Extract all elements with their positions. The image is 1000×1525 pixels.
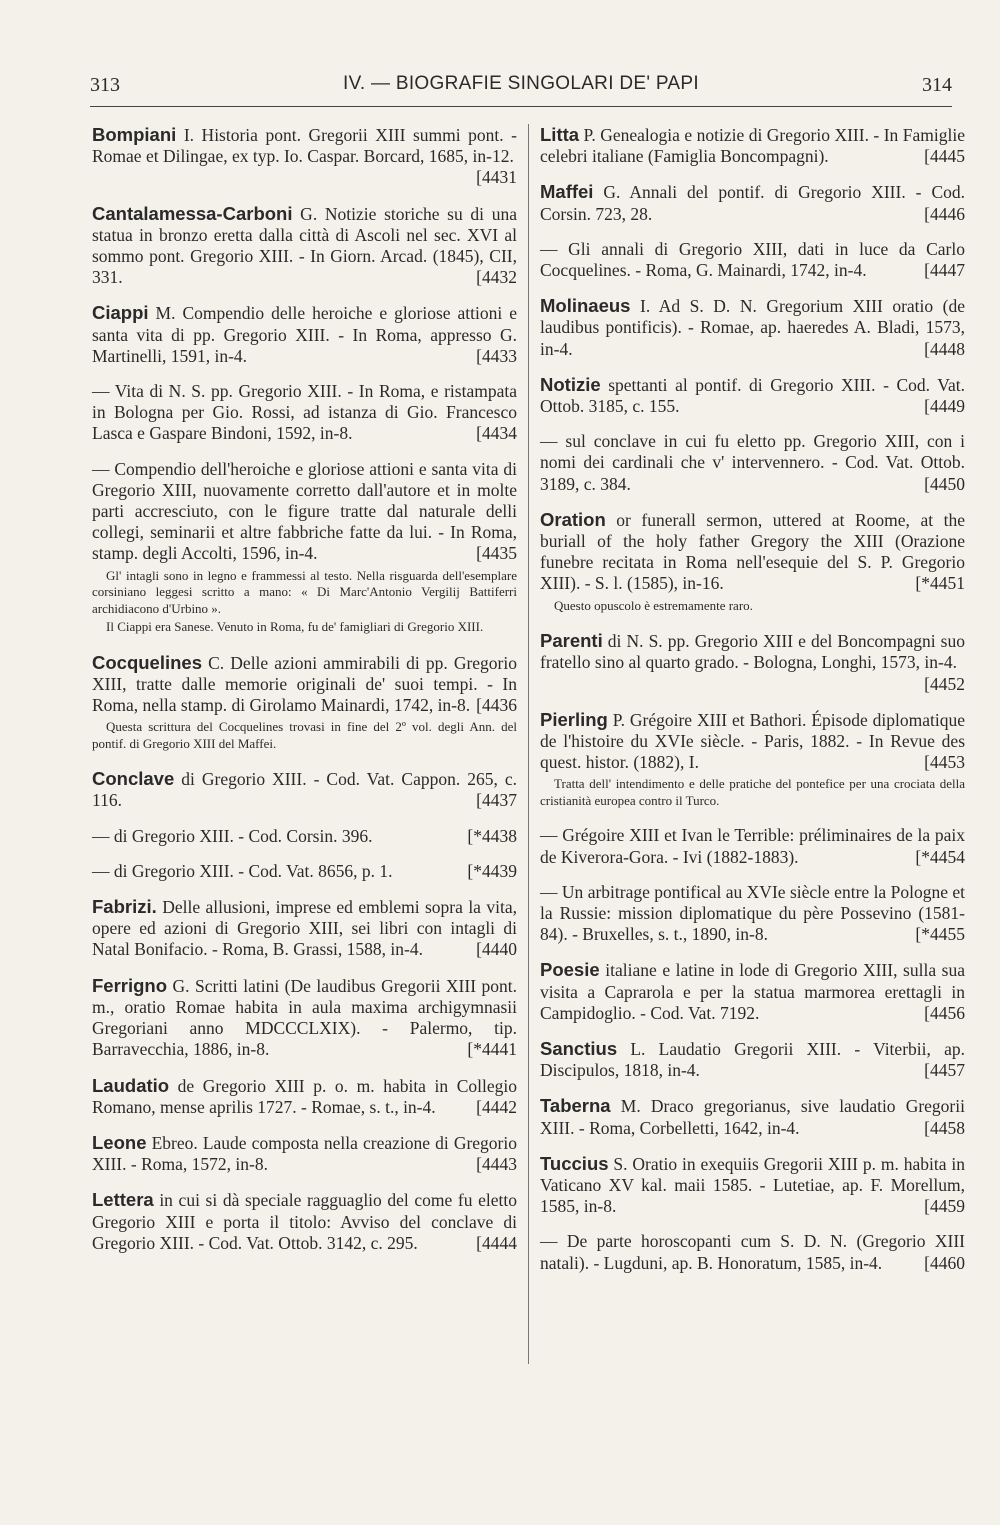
bibliography-entry bbox=[540, 825, 965, 867]
bibliography-entry bbox=[540, 1095, 965, 1138]
entry-number: [4433 bbox=[476, 345, 517, 366]
entry-headword: Notizie bbox=[540, 373, 601, 395]
entry-number: [4446 bbox=[924, 203, 965, 224]
bibliography-entry bbox=[92, 896, 517, 961]
entry-number: [4437 bbox=[476, 790, 517, 811]
entry-number: [4458 bbox=[924, 1117, 965, 1138]
bibliography-entry bbox=[92, 124, 517, 189]
bibliography-entry bbox=[92, 1075, 517, 1118]
note-paragraph: Tratta dell' intendimento e delle pratiche del pontefice per una crociata della cristianità europea contro il Turco. bbox=[540, 776, 965, 808]
entry-text: P. Grégoire XIII et Bathori. Épisode diplomatique de l'histoire du XVIe siècle. - Paris, 1882. - In Revue des quest. histor. (1882), I. bbox=[540, 709, 965, 773]
bibliography-entry bbox=[92, 381, 517, 445]
entry-text: G. Scritti latini (De laudibus Gregorii XIII pont. m., oratio Romae habita in aula maxima archigymnasii Gregoriani anno MDCCCLXIX). - Palermo, tip. Barravecchia, 1886, in-8. bbox=[92, 975, 517, 1060]
bibliography-entry bbox=[540, 882, 965, 946]
entry-number: [4445 bbox=[924, 146, 965, 167]
entry-headword: Conclave bbox=[92, 768, 175, 790]
entry-number: [4442 bbox=[476, 1096, 517, 1117]
page-header bbox=[90, 72, 952, 107]
bibliography-entry bbox=[540, 630, 965, 695]
note-paragraph: Questo opuscolo è estremamente raro. bbox=[554, 597, 753, 613]
entry-headword: Ciappi bbox=[92, 302, 149, 324]
entry-text: — Compendio dell'heroiche e gloriose attioni e santa vita di Gregorio XIII, nuovamente corretto dall'autore et in molte parti accresciuto, con le figure tratte dal naturale delli collegi, seminarii et altre fabbriche fatte da lui. - In Roma, stamp. degli Accolti, 1596, in-4. bbox=[92, 458, 517, 564]
bibliography-entry bbox=[92, 1189, 517, 1254]
entry-number: [4440 bbox=[476, 939, 517, 960]
entry-number: [*4455 bbox=[915, 924, 965, 945]
entry-text: Ebreo. Laude composta nella creazione di Gregorio XIII. - Roma, 1572, in-8. bbox=[92, 1132, 517, 1175]
entry-text: M. Compendio delle heroiche e gloriose attioni e santa vita di pp. Gregorio XIII. - In Roma, appresso G. Martinelli, 1591, in-4. bbox=[92, 303, 517, 366]
entry-text: L. Laudatio Gregorii XIII. - Viterbii, ap. Discipulos, 1818, in-4. bbox=[540, 1039, 965, 1081]
bibliography-entry bbox=[540, 181, 965, 224]
entry-number: [4448 bbox=[924, 338, 965, 359]
entry-headword: Bompiani bbox=[92, 124, 177, 145]
entry-headword: Lettera bbox=[92, 1189, 154, 1211]
entry-number: [4450 bbox=[924, 473, 965, 494]
entry-headword: Taberna bbox=[540, 1095, 611, 1117]
bibliography-entry bbox=[92, 1132, 517, 1175]
entry-number: [*4454 bbox=[915, 846, 965, 867]
bibliography-entry bbox=[540, 509, 965, 616]
entry-number: [*4439 bbox=[467, 860, 517, 881]
entry-number: [4449 bbox=[924, 396, 965, 417]
bibliography-entry bbox=[92, 459, 517, 638]
entry-text: Delle allusioni, imprese ed emblemi sopra la vita, opere ed azioni di Gregorio XIII, sei libri con intagli di Natal Bonifacio. - Roma, B. Grassi, 1588, in-4. bbox=[92, 897, 517, 960]
entry-note bbox=[92, 719, 517, 752]
entry-headword: Sanctius bbox=[540, 1038, 618, 1059]
bibliography-entry bbox=[92, 768, 517, 811]
entry-text: I. Historia pont. Gregorii XIII summi pont. - Romae et Dilingae, ex typ. Io. Caspar. Borcard, 1685, in-12. bbox=[92, 125, 517, 167]
running-title: IV. — BIOGRAFIE SINGOLARI DE' PAPI bbox=[343, 73, 699, 94]
note-paragraph: Questa scrittura del Cocquelines trovasi in fine del 2º vol. degli Ann. del pontif. di Gregorio XIII del Maffei. bbox=[92, 719, 517, 751]
entry-text: S. Oratio in exequiis Gregorii XIII p. m. habita in Vaticano XV kal. maii 1585. - Lutetiae, ap. F. Morellum, 1585, in-8. bbox=[540, 1153, 965, 1217]
entry-headword: Tuccius bbox=[540, 1152, 609, 1174]
bibliography-entry bbox=[540, 239, 965, 281]
entry-number: [4436 bbox=[476, 695, 517, 716]
entry-number: [4453 bbox=[924, 752, 965, 773]
entry-headword: Molinaeus bbox=[540, 295, 631, 317]
entry-number: [*4451 bbox=[915, 573, 965, 594]
page-number-right: 314 bbox=[922, 74, 952, 96]
column-divider bbox=[528, 124, 529, 1364]
bibliography-entry bbox=[540, 709, 965, 812]
entry-text: M. Draco gregorianus, sive laudatio Gregorii XIII. - Roma, Corbelletti, 1642, in-4. bbox=[540, 1096, 965, 1138]
entry-headword: Ferrigno bbox=[92, 974, 168, 996]
entry-headword: Maffei bbox=[540, 181, 594, 203]
page-number-left: 313 bbox=[90, 74, 120, 96]
entry-number: [4432 bbox=[476, 267, 517, 288]
entry-number: [4457 bbox=[924, 1060, 965, 1081]
entry-note bbox=[92, 568, 517, 636]
entry-text: — Vita di N. S. pp. Gregorio XIII. - In Roma, e ristampata in Bologna per Gio. Rossi, ad istanza di Gio. Francesco Lasca e Gaspare Bindoni, 1592, in-8. bbox=[92, 381, 517, 444]
entry-number: [4447 bbox=[924, 260, 965, 281]
entry-headword: Leone bbox=[92, 1131, 147, 1153]
entry-text: — De parte horoscopanti cum S. D. N. (Gregorio XIII natali). - Lugduni, ap. B. Honoratum, 1585, in-4. bbox=[540, 1231, 965, 1273]
entry-note bbox=[540, 776, 965, 809]
entry-text: spettanti al pontif. di Gregorio XIII. - Cod. Vat. Ottob. 3185, c. 155. bbox=[540, 374, 965, 417]
entry-text: G. Notizie storiche su di una statua in bronzo eretta dalla città di Ascoli nel sec. XVI al sommo pont. Gregorio XIII. - In Giorn. Arcad. (1845), CII, 331. bbox=[92, 203, 517, 288]
entry-text: italiane e latine in lode di Gregorio XIII, sulla sua visita a Caprarola e per la statua marmorea erettagli in Campidoglio. - Cod. Vat. 7192. bbox=[540, 960, 965, 1023]
entry-note bbox=[540, 598, 965, 615]
entry-number: [4434 bbox=[476, 423, 517, 444]
entry-number: [4435 bbox=[476, 543, 517, 564]
entry-text: in cui si dà speciale ragguaglio del come fu eletto Gregorio XIII e porta il titolo: Avviso del conclave di Gregorio XIII. - Cod. Vat. Ottob. 3142, c. 295. bbox=[92, 1190, 517, 1253]
bibliography-entry bbox=[92, 861, 517, 882]
bibliography-entry bbox=[92, 302, 517, 367]
entry-number: [*4441 bbox=[467, 1039, 517, 1060]
bibliography-entry bbox=[540, 124, 965, 167]
entry-number: [4456 bbox=[924, 1002, 965, 1023]
entry-text: — Grégoire XIII et Ivan le Terrible: préliminaires de la paix de Kiverora-Gora. - Ivi (1882-1883). bbox=[540, 825, 965, 867]
bibliography-entry bbox=[92, 975, 517, 1061]
entry-text: de Gregorio XIII p. o. m. habita in Collegio Romano, mense aprilis 1727. - Romae, s. t., in-4. bbox=[92, 1075, 517, 1117]
entry-headword: Pierling bbox=[540, 708, 608, 730]
entry-number: [4459 bbox=[924, 1196, 965, 1217]
bibliography-entry bbox=[540, 1231, 965, 1273]
bibliography-entry bbox=[92, 203, 517, 289]
note-paragraph: Il Ciappi era Sanese. Venuto in Roma, fu de' famigliari di Gregorio XIII. bbox=[106, 619, 484, 635]
entry-headword: Parenti bbox=[540, 630, 603, 652]
entry-text: — sul conclave in cui fu eletto pp. Gregorio XIII, con i nomi dei cardinali che v' intervennero. - Cod. Vat. Ottob. 3189, c. 384. bbox=[540, 431, 965, 494]
entry-text: or funerall sermon, uttered at Roome, at the buriall of the holy father Gregory the XIII (Orazione funebre recitata in Roma nell'esequie del S. P. Gregorio XIII). - S. l. (1585), in-16. bbox=[540, 509, 965, 594]
left-column bbox=[92, 124, 517, 1268]
bibliography-entry bbox=[92, 826, 517, 847]
entry-text: di N. S. pp. Gregorio XIII e del Boncompagni suo fratello sino al quarto grado. - Bologna, Longhi, 1573, in-4. bbox=[540, 631, 965, 673]
entry-number: [4443 bbox=[476, 1154, 517, 1175]
bibliography-entry bbox=[540, 431, 965, 495]
note-paragraph: Gl' intagli sono in legno e frammessi al testo. Nella risguarda dell'esemplare corsiniano leggesi scritto a mano: « Di Marc'Antonio Vergilij Battiferri archidiacono d'Urbino ». bbox=[92, 567, 517, 616]
entry-text: — Gli annali di Gregorio XIII, dati in luce da Carlo Cocquelines. - Roma, G. Mainardi, 1742, in-4. bbox=[540, 238, 965, 281]
entry-number: [4460 bbox=[924, 1252, 965, 1273]
entry-text: P. Genealogia e notizie di Gregorio XIII. - In Famiglie celebri italiane (Famiglia Boncompagni). bbox=[540, 125, 965, 167]
bibliography-entry bbox=[540, 1038, 965, 1081]
bibliography-entry bbox=[540, 295, 965, 360]
entry-headword: Litta bbox=[540, 124, 580, 145]
entry-text: — di Gregorio XIII. - Cod. Vat. 8656, p. 1. bbox=[92, 860, 393, 881]
bibliography-entry bbox=[540, 959, 965, 1024]
bibliography-entry bbox=[92, 652, 517, 755]
entry-number: [4444 bbox=[476, 1232, 517, 1253]
bibliography-entry bbox=[540, 374, 965, 417]
entry-text: I. Ad S. D. N. Gregorium XIII oratio (de laudibus pontificis). - Romae, ap. haeredes A. Bladi, 1573, in-4. bbox=[540, 296, 965, 359]
bibliography-entry bbox=[540, 1153, 965, 1218]
entry-number: [4431 bbox=[476, 167, 517, 188]
entry-headword: Cocquelines bbox=[92, 651, 202, 673]
entry-text: G. Annali del pontif. di Gregorio XIII. - Cod. Corsin. 723, 28. bbox=[540, 182, 965, 224]
entry-headword: Fabrizi. bbox=[92, 896, 157, 918]
entry-headword: Poesie bbox=[540, 959, 600, 981]
entry-headword: Oration bbox=[540, 508, 606, 530]
right-column bbox=[540, 124, 965, 1288]
entry-text: — Un arbitrage pontifical au XVIe siècle entre la Pologne et la Russie: mission diplomatique du père Possevino (1581-84). - Bruxelles, s. t., 1890, in-8. bbox=[540, 881, 965, 945]
entry-text: C. Delle azioni ammirabili di pp. Gregorio XIII, tratte dalle memorie originali de' suoi tempi. - In Roma, nella stamp. di Girolamo Mainardi, 1742, in-8. bbox=[92, 652, 517, 716]
entry-headword: Cantalamessa-Carboni bbox=[92, 202, 293, 224]
entry-text: — di Gregorio XIII. - Cod. Corsin. 396. bbox=[92, 825, 373, 846]
entry-text: di Gregorio XIII. - Cod. Vat. Cappon. 265, c. 116. bbox=[92, 769, 517, 811]
entry-number: [*4438 bbox=[467, 825, 517, 846]
entry-number: [4452 bbox=[924, 673, 965, 694]
entry-headword: Laudatio bbox=[92, 1074, 170, 1096]
